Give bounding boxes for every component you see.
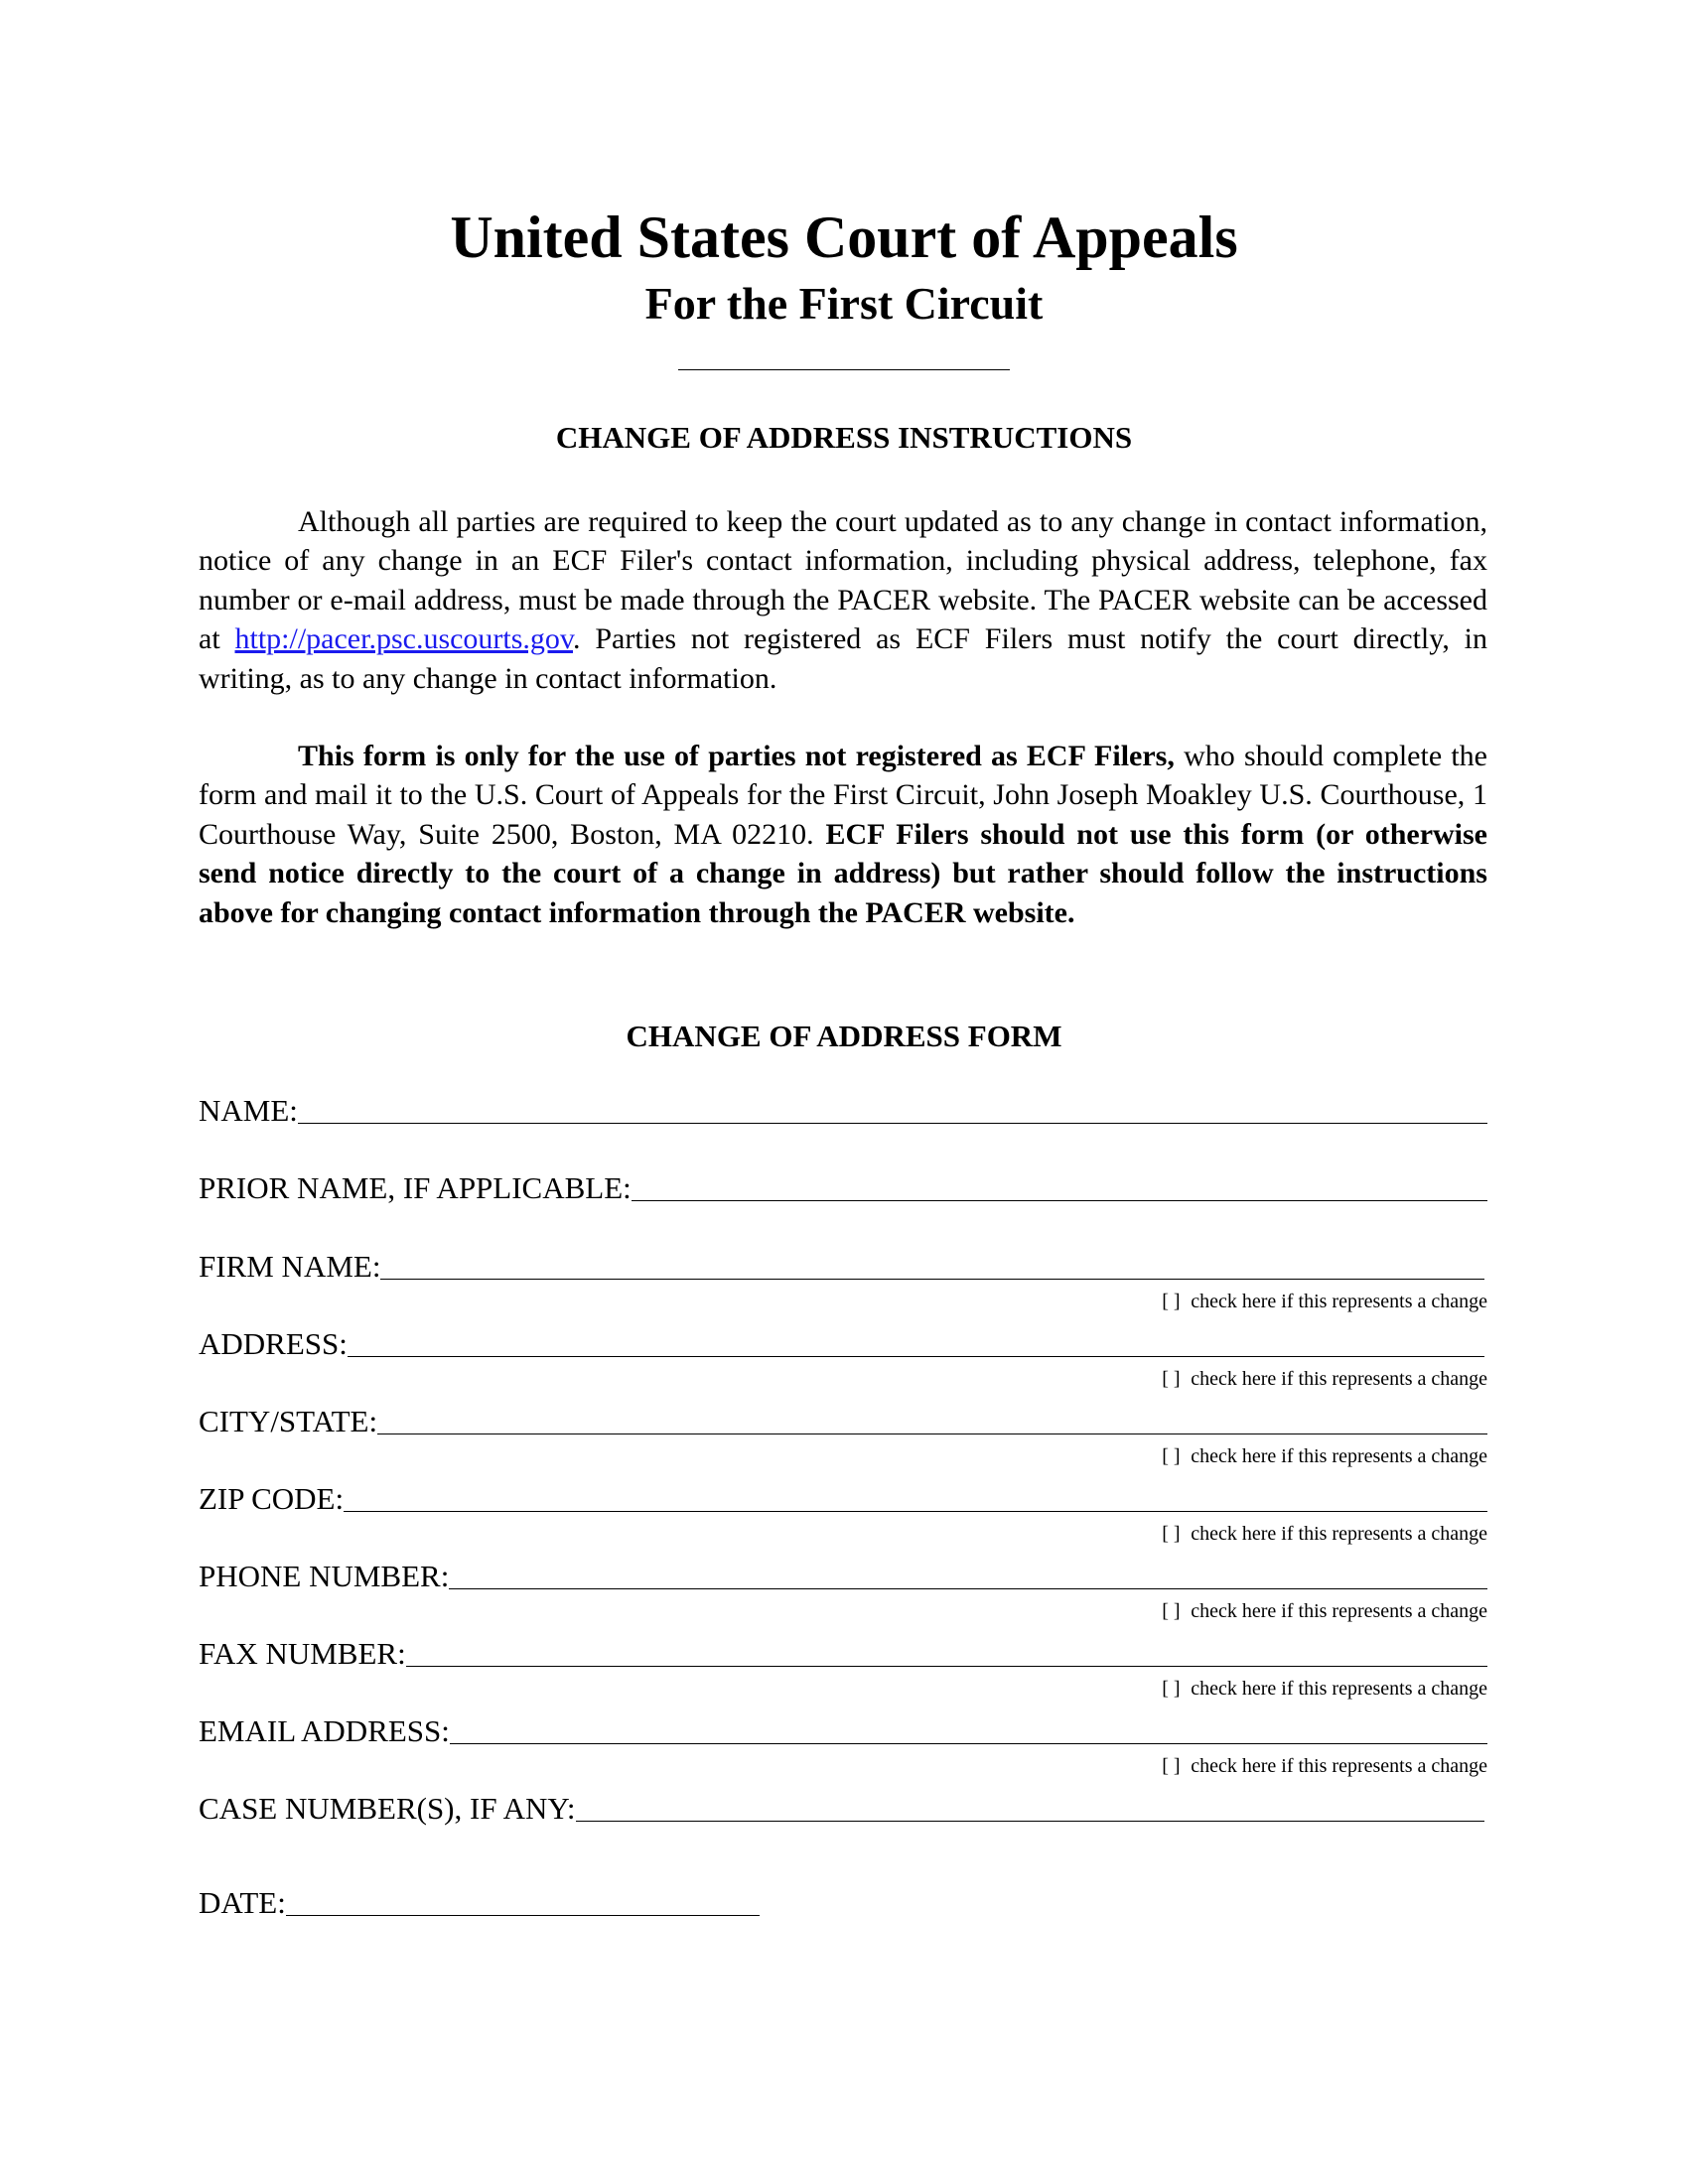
phone-number-change-check[interactable] — [1162, 1599, 1487, 1623]
name-label: NAME: — [199, 1093, 298, 1128]
change-check-text: check here if this represents a change — [1191, 1600, 1487, 1622]
change-checkbox[interactable]: [ ] — [1162, 1600, 1181, 1622]
title-divider — [678, 369, 1010, 370]
ecf-filer-warning: ECF Filers should not use this form (or otherwise send notice directly to the court of a change in address) but rather should follow the instructions above for changing contact information through the PACER website. — [199, 817, 1488, 929]
instructions-heading: CHANGE OF ADDRESS INSTRUCTIONS — [555, 420, 1133, 455]
phone-number-label: PHONE NUMBER: — [199, 1559, 450, 1593]
firm-name-input-line[interactable] — [380, 1249, 1484, 1280]
zip-code-field[interactable] — [199, 1480, 1487, 1518]
address-label: ADDRESS: — [199, 1326, 348, 1361]
court-title: United States Court of Appeals — [450, 205, 1238, 270]
address-change-check[interactable] — [1162, 1367, 1487, 1391]
address-input-line[interactable] — [348, 1326, 1484, 1357]
date-input-line[interactable] — [286, 1885, 760, 1916]
fax-number-field[interactable] — [199, 1635, 1487, 1673]
change-check-text: check here if this represents a change — [1191, 1291, 1487, 1312]
date-field[interactable] — [199, 1884, 760, 1922]
change-check-text: check here if this represents a change — [1191, 1368, 1487, 1390]
change-checkbox[interactable]: [ ] — [1162, 1445, 1181, 1467]
instructions-paragraph-2 — [199, 737, 1487, 932]
form-usage-note: This form is only for the use of parties not registered as ECF Filers, — [298, 740, 1175, 772]
instructions-paragraph-1 — [199, 502, 1487, 698]
email-address-field[interactable] — [199, 1712, 1487, 1750]
change-check-text: check here if this represents a change — [1191, 1523, 1487, 1545]
change-check-text: check here if this represents a change — [1191, 1755, 1487, 1777]
email-address-input-line[interactable] — [450, 1713, 1487, 1744]
case-numbers-field[interactable] — [199, 1790, 1484, 1828]
email-address-change-check[interactable] — [1162, 1754, 1487, 1778]
instructions-text-1: Although all parties are required to keep the court updated as to any change in contact information, notice of any change in an ECF Filer's contact information, including physical address, telephone, fax number or e-mail address, must be made through the PACER website. The PACER website can be accessed at — [199, 505, 1487, 656]
court-subtitle: For the First Circuit — [644, 278, 1044, 329]
firm-name-label: FIRM NAME: — [199, 1249, 381, 1284]
prior-name-input-line[interactable] — [632, 1170, 1487, 1201]
prior-name-label: PRIOR NAME, IF APPLICABLE: — [199, 1170, 632, 1205]
city-state-change-check[interactable] — [1162, 1444, 1487, 1468]
prior-name-field[interactable] — [199, 1169, 1487, 1207]
case-numbers-label: CASE NUMBER(S), IF ANY: — [199, 1791, 576, 1826]
date-label: DATE: — [199, 1885, 286, 1920]
fax-number-change-check[interactable] — [1162, 1677, 1487, 1701]
change-check-text: check here if this represents a change — [1191, 1678, 1487, 1700]
change-checkbox[interactable]: [ ] — [1162, 1523, 1181, 1545]
case-numbers-input-line[interactable] — [576, 1791, 1484, 1822]
fax-number-input-line[interactable] — [406, 1636, 1487, 1667]
change-checkbox[interactable]: [ ] — [1162, 1291, 1181, 1312]
city-state-label: CITY/STATE: — [199, 1404, 378, 1438]
change-check-text: check here if this represents a change — [1191, 1445, 1487, 1467]
fax-number-label: FAX NUMBER: — [199, 1636, 406, 1671]
zip-code-change-check[interactable] — [1162, 1522, 1487, 1546]
firm-name-field[interactable] — [199, 1248, 1484, 1286]
city-state-input-line[interactable] — [377, 1404, 1487, 1434]
form-heading: CHANGE OF ADDRESS FORM — [626, 1019, 1062, 1053]
instructions-text-2: . Parties not registered as ECF Filers must notify the court directly, in writing, as to any change in contact information. — [199, 622, 1487, 695]
city-state-field[interactable] — [199, 1403, 1487, 1440]
name-field[interactable] — [199, 1092, 1487, 1130]
pacer-link[interactable]: http://pacer.psc.uscourts.gov — [234, 622, 573, 656]
change-checkbox[interactable]: [ ] — [1162, 1678, 1181, 1700]
email-address-label: EMAIL ADDRESS: — [199, 1713, 450, 1748]
address-field[interactable] — [199, 1325, 1484, 1363]
phone-number-field[interactable] — [199, 1558, 1487, 1595]
mailing-instructions: who should complete the form and mail it to the U.S. Court of Appeals for the First Circuit, John Joseph Moakley U.S. Courthouse, 1 Courthouse Way, Suite 2500, Boston, MA 02210. — [199, 740, 1487, 851]
change-checkbox[interactable]: [ ] — [1162, 1755, 1181, 1777]
firm-name-change-check[interactable] — [1162, 1290, 1487, 1313]
change-checkbox[interactable]: [ ] — [1162, 1368, 1181, 1390]
phone-number-input-line[interactable] — [449, 1559, 1487, 1589]
zip-code-input-line[interactable] — [344, 1481, 1487, 1512]
name-input-line[interactable] — [298, 1093, 1487, 1124]
zip-code-label: ZIP CODE: — [199, 1481, 345, 1516]
